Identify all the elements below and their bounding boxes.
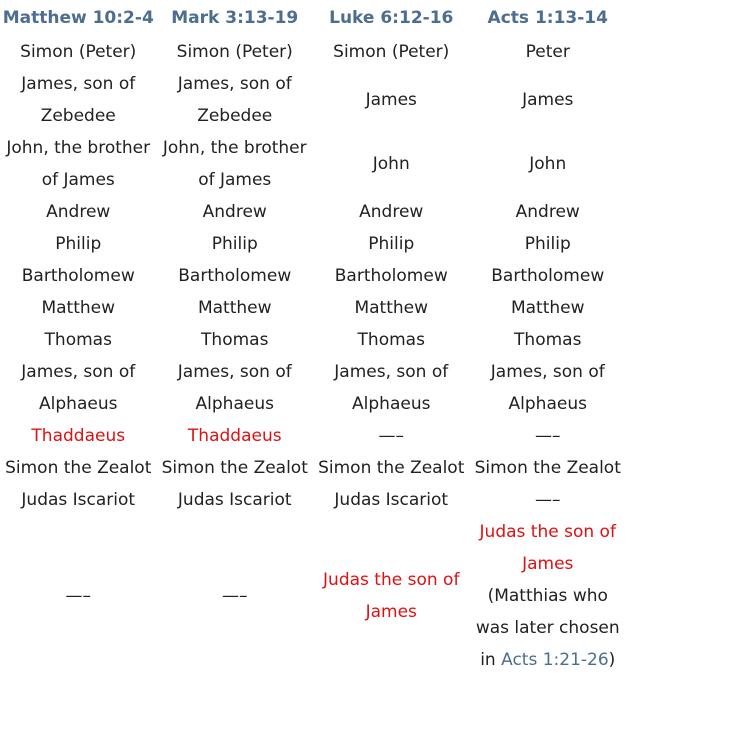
link-mark[interactable]: Mark 3:13-19 [171,8,299,28]
table-row [0,452,626,484]
table-cell: Simon (Peter) [20,42,137,62]
table-cell: Peter [525,42,570,62]
matthias-note-suffix: ) [608,650,616,670]
header-luke [313,0,470,36]
table-cell-empty: —– [378,426,404,446]
table-row [0,420,626,452]
table-cell: Matthew [41,298,116,318]
table-cell: John [372,154,410,174]
table-cell-highlighted: Judas the son of James [323,570,460,622]
table-cell: Matthew [197,298,272,318]
table-row [0,68,626,132]
header-matthew [0,0,157,36]
table-cell: Simon (Peter) [333,42,450,62]
table-row [0,260,626,292]
table-cell: James, son of Alphaeus [21,362,136,414]
table-cell: James, son of Alphaeus [334,362,449,414]
table-cell: James, son of Zebedee [177,74,292,126]
table-row [0,516,626,676]
table-cell: John, the brother of James [6,138,151,190]
table-cell-empty: —– [65,586,91,606]
table-cell: John, the brother of James [162,138,307,190]
table-row [0,36,626,68]
table-cell: Philip [524,234,571,254]
link-acts[interactable]: Acts 1:13-14 [487,8,608,28]
table-cell: Thomas [44,330,112,350]
table-cell: Simon (Peter) [176,42,293,62]
table-cell: Bartholomew [334,266,448,286]
table-cell-highlighted: Thaddaeus [187,426,282,446]
matthias-note [476,586,620,670]
table-cell: James, son of Zebedee [21,74,136,126]
header-mark [157,0,314,36]
table-cell-empty: —– [535,426,561,446]
table-cell-empty: —– [535,490,561,510]
table-cell: James [522,90,574,110]
table-cell: Judas Iscariot [21,490,136,510]
table-cell: Thomas [514,330,582,350]
table-cell: Andrew [46,202,111,222]
table-cell: Judas Iscariot [177,490,292,510]
table-cell: Judas Iscariot [334,490,449,510]
link-matthew[interactable]: Matthew 10:2-4 [2,8,154,28]
table-cell: Philip [368,234,415,254]
table-cell: Andrew [359,202,424,222]
table-cell: Simon the Zealot [474,458,621,478]
table-cell: Bartholomew [178,266,292,286]
table-cell: Philip [55,234,102,254]
table-row [0,356,626,420]
table-cell: Bartholomew [491,266,605,286]
matthias-note-prefix: (Matthias who was later chosen in [475,586,620,670]
judas-son-of-james-text: Judas the son of James [479,522,616,574]
header-acts [470,0,627,36]
table-cell: Andrew [515,202,580,222]
table-cell-highlighted: Thaddaeus [31,426,126,446]
table-cell: John [529,154,567,174]
table-row [0,228,626,260]
header-row [0,0,626,36]
table-cell: Matthew [354,298,429,318]
table-cell: Bartholomew [21,266,135,286]
table-row [0,292,626,324]
table-cell: Simon the Zealot [318,458,465,478]
table-cell: Simon the Zealot [5,458,152,478]
table-cell: Philip [211,234,258,254]
table-cell: Simon the Zealot [161,458,308,478]
table-cell: Andrew [202,202,267,222]
table-cell: James, son of Alphaeus [490,362,605,414]
link-luke[interactable]: Luke 6:12-16 [329,8,454,28]
acts-reference-link[interactable]: Acts 1:21-26 [501,650,609,670]
table-cell: Matthew [510,298,585,318]
table-cell-highlighted [470,516,627,676]
table-row [0,484,626,516]
table-cell: Thomas [201,330,269,350]
table-row [0,324,626,356]
table-row [0,196,626,228]
table-cell: James, son of Alphaeus [177,362,292,414]
table-cell: Thomas [357,330,425,350]
table-row [0,132,626,196]
table-cell: James [365,90,417,110]
table-cell-empty: —– [222,586,248,606]
